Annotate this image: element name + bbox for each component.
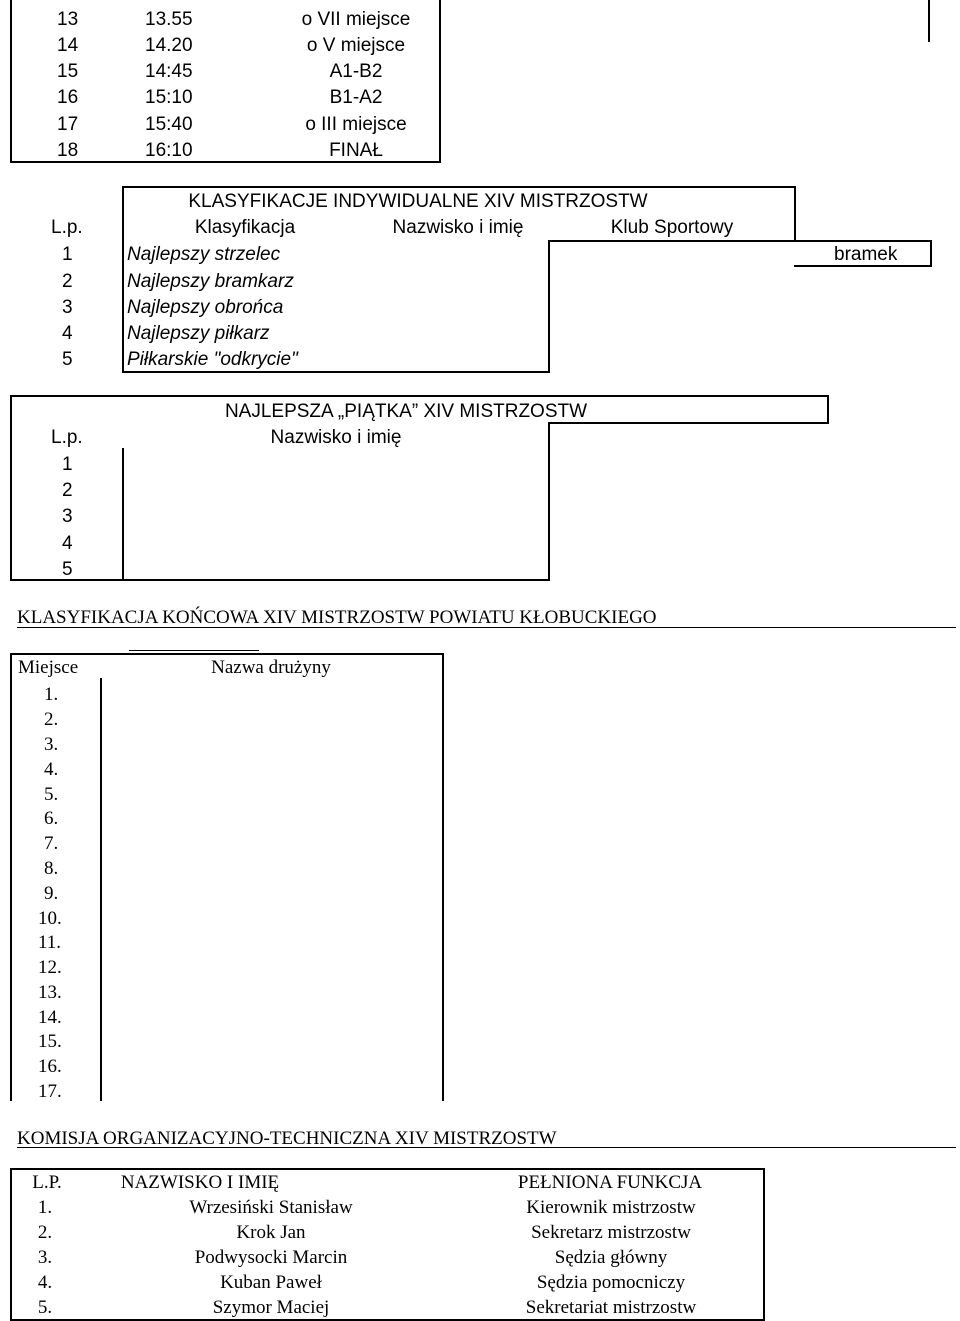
final-place: 8. bbox=[44, 858, 59, 879]
final-place: 14. bbox=[38, 1007, 62, 1028]
bramek-border-top bbox=[548, 240, 930, 242]
schedule-match: o V miejsce bbox=[306, 35, 406, 56]
schedule-num: 17 bbox=[57, 114, 79, 135]
schedule-time: 13.55 bbox=[145, 9, 193, 30]
schedule-time: 14:45 bbox=[145, 61, 193, 82]
final-place: 12. bbox=[38, 957, 62, 978]
individual-row-lp: 2 bbox=[62, 271, 73, 292]
final-header-team: Nazwa drużyny bbox=[211, 657, 331, 678]
schedule-num: 15 bbox=[57, 61, 79, 82]
individual-row-lp: 5 bbox=[62, 349, 73, 370]
schedule-time: 14.20 bbox=[145, 35, 193, 56]
individual-border-bottom bbox=[122, 371, 550, 373]
committee-header-lp: L.P. bbox=[32, 1172, 62, 1193]
bramek-border-right bbox=[930, 240, 932, 266]
individual-border-mid bbox=[548, 242, 550, 372]
final-border-right bbox=[442, 653, 444, 1101]
committee-row-name: Podwysocki Marcin bbox=[194, 1247, 348, 1268]
individual-border-top bbox=[122, 186, 794, 188]
best-five-row-lp: 3 bbox=[62, 506, 73, 527]
final-place: 2. bbox=[44, 709, 59, 730]
committee-title-underline bbox=[17, 1147, 956, 1148]
individual-header-lp: L.p. bbox=[51, 217, 83, 238]
final-place: 6. bbox=[44, 808, 59, 829]
schedule-num: 18 bbox=[57, 140, 79, 161]
schedule-match: o VII miejsce bbox=[301, 9, 411, 30]
final-title-underline bbox=[17, 627, 956, 628]
best-five-title: NAJLEPSZA „PIĄTKA” XIV MISTRZOSTW bbox=[224, 401, 588, 422]
individual-header-club: Klub Sportowy bbox=[610, 217, 734, 238]
individual-row-category: Najlepszy bramkarz bbox=[127, 271, 294, 292]
committee-row-lp: 3. bbox=[37, 1247, 53, 1268]
schedule-match: A1-B2 bbox=[329, 61, 383, 82]
schedule-match: FINAŁ bbox=[329, 140, 383, 161]
schedule-time: 15:40 bbox=[145, 114, 193, 135]
individual-header-name: Nazwisko i imię bbox=[392, 217, 524, 238]
best-five-border-top bbox=[10, 395, 828, 397]
individual-row-category: Najlepszy obrońca bbox=[127, 297, 284, 318]
committee-title: KOMISJA ORGANIZACYJNO-TECHNICZNA XIV MISTRZOSTW bbox=[17, 1128, 557, 1149]
best-five-header-name: Nazwisko i imię bbox=[270, 427, 402, 448]
best-five-border-right-top bbox=[827, 395, 829, 423]
final-border-top bbox=[10, 653, 444, 655]
best-five-row-lp: 2 bbox=[62, 480, 73, 501]
final-place: 13. bbox=[38, 982, 62, 1003]
schedule-num: 13 bbox=[57, 9, 79, 30]
final-border-left bbox=[10, 653, 12, 1101]
schedule-num: 14 bbox=[57, 35, 79, 56]
final-place: 9. bbox=[44, 883, 59, 904]
final-place: 16. bbox=[38, 1056, 62, 1077]
schedule-border-mid bbox=[439, 0, 441, 162]
schedule-border-left bbox=[10, 0, 12, 162]
committee-row-lp: 2. bbox=[37, 1222, 53, 1243]
committee-row-lp: 5. bbox=[37, 1297, 53, 1318]
individual-border-left bbox=[122, 186, 124, 372]
final-border-mid bbox=[100, 678, 102, 1101]
schedule-match: o III miejsce bbox=[305, 114, 407, 135]
committee-row-lp: 4. bbox=[37, 1272, 53, 1293]
final-place: 5. bbox=[44, 784, 59, 805]
bramek-border-bottom bbox=[794, 265, 932, 267]
final-place: 4. bbox=[44, 759, 59, 780]
best-five-header-lp: L.p. bbox=[51, 427, 83, 448]
individual-row-category: Najlepszy piłkarz bbox=[127, 323, 270, 344]
committee-row-lp: 1. bbox=[37, 1197, 53, 1218]
best-five-border-bottom bbox=[10, 579, 550, 581]
bramek-label: bramek bbox=[834, 244, 898, 265]
committee-row-name: Wrzesiński Stanisław bbox=[189, 1197, 353, 1218]
final-place: 1. bbox=[44, 684, 59, 705]
schedule-match: B1-A2 bbox=[329, 87, 383, 108]
committee-row-role: Sekretarz mistrzostw bbox=[531, 1222, 691, 1243]
committee-row-role: Sędzia główny bbox=[554, 1247, 668, 1268]
final-place: 11. bbox=[38, 932, 62, 953]
committee-border-top bbox=[10, 1168, 765, 1170]
best-five-border-right bbox=[548, 422, 550, 581]
individual-row-lp: 1 bbox=[62, 244, 73, 265]
best-five-row-lp: 1 bbox=[62, 454, 73, 475]
schedule-time: 16:10 bbox=[145, 140, 193, 161]
committee-header-role: PEŁNIONA FUNKCJA bbox=[517, 1172, 703, 1193]
committee-row-role: Sekretariat mistrzostw bbox=[525, 1297, 697, 1318]
committee-row-name: Kuban Paweł bbox=[220, 1272, 322, 1293]
individual-row-category: Piłkarskie "odkrycie" bbox=[127, 349, 298, 370]
committee-row-role: Sędzia pomocniczy bbox=[536, 1272, 686, 1293]
final-header-place: Miejsce bbox=[18, 657, 79, 678]
individual-header-category: Klasyfikacja bbox=[194, 217, 296, 238]
best-five-header-underline bbox=[548, 422, 829, 424]
committee-row-name: Krok Jan bbox=[236, 1222, 306, 1243]
committee-border-left bbox=[10, 1168, 12, 1320]
committee-row-role: Kierownik mistrzostw bbox=[526, 1197, 696, 1218]
final-title-underline-2 bbox=[129, 650, 259, 651]
individual-row-lp: 3 bbox=[62, 297, 73, 318]
committee-border-right bbox=[763, 1168, 765, 1320]
committee-header-name: NAZWISKO I IMIĘ bbox=[120, 1172, 280, 1193]
final-place: 17. bbox=[38, 1081, 62, 1102]
final-classification-title: KLASYFIKACJA KOŃCOWA XIV MISTRZOSTW POWIATU KŁOBUCKIEGO bbox=[17, 607, 657, 628]
best-five-border-left bbox=[10, 395, 12, 581]
best-five-border-mid bbox=[122, 448, 124, 581]
schedule-num: 16 bbox=[57, 87, 79, 108]
individual-row-category: Najlepszy strzelec bbox=[127, 244, 281, 265]
individual-border-right bbox=[794, 186, 796, 242]
schedule-time: 15:10 bbox=[145, 87, 193, 108]
individual-title: KLASYFIKACJE INDYWIDUALNE XIV MISTRZOSTW bbox=[188, 191, 648, 212]
schedule-border-right bbox=[928, 0, 930, 42]
final-place: 7. bbox=[44, 833, 59, 854]
final-place: 10. bbox=[38, 908, 62, 929]
schedule-border-bottom bbox=[10, 161, 441, 163]
individual-row-lp: 4 bbox=[62, 323, 73, 344]
best-five-row-lp: 5 bbox=[62, 559, 73, 580]
final-place: 15. bbox=[38, 1031, 62, 1052]
final-place: 3. bbox=[44, 734, 59, 755]
committee-row-name: Szymor Maciej bbox=[212, 1297, 330, 1318]
best-five-row-lp: 4 bbox=[62, 533, 73, 554]
